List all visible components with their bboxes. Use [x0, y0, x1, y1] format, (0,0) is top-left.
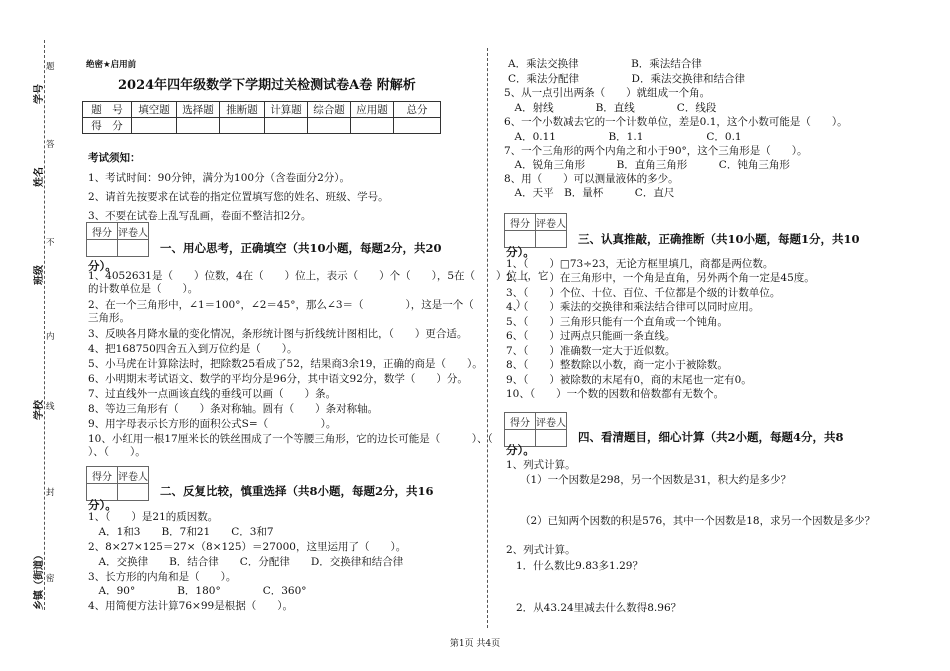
- confidential-mark: 绝密★启用前: [86, 60, 137, 70]
- grader-reviewer-label: 评卷人: [536, 214, 567, 231]
- s1-line: 的计数单位是（ ）。: [88, 283, 199, 295]
- cut-mark: 线: [46, 402, 55, 412]
- grader-score-label: 得分: [87, 223, 118, 240]
- s2-line: 7、一个三角形的两个内角之和小于90°，这个三角形是（ ）。: [504, 145, 808, 157]
- score-table-header: 推断题: [220, 102, 265, 118]
- grader-reviewer-cell[interactable]: [536, 430, 567, 447]
- score-table-header: 题 号: [83, 102, 132, 118]
- score-table-header: 计算题: [265, 102, 308, 118]
- score-table-header: 填空题: [132, 102, 177, 118]
- score-cell[interactable]: [265, 118, 308, 134]
- cut-mark: 密: [46, 574, 55, 584]
- score-table-header: 总分: [394, 102, 441, 118]
- s2-line: 1、（ ）是21的质因数。: [88, 511, 219, 523]
- s4-line: （2）已知两个因数的积是576，其中一个因数是18，求另一个因数是多少？: [520, 515, 876, 527]
- class-label: 班级: [34, 265, 45, 285]
- grader-reviewer-cell[interactable]: [118, 484, 149, 501]
- s4-line: 2．从43.24里减去什么数得8.96？: [516, 602, 682, 614]
- grader-score-label: 得分: [87, 467, 118, 484]
- s2-line: 6、一个小数减去它的一个计数单位，差是0.1，这个小数可能是（ ）。: [504, 116, 848, 128]
- s2-line: 3、长方形的内角和是（ ）。: [88, 571, 237, 583]
- grader-reviewer-label: 评卷人: [536, 413, 567, 430]
- s2-line: A．90° B．180° C．360°: [88, 585, 307, 597]
- section4-title-cont: 分）。: [506, 443, 535, 457]
- section2-title: 二、反复比较，慎重选择（共8小题，每题2分，共16: [160, 484, 434, 498]
- s3-line: 9、（ ）被除数的末尾有0，商的末尾也一定有0。: [506, 374, 752, 386]
- cut-mark: 题: [46, 62, 55, 72]
- s1-line: 8、等边三角形有（ ）条对称轴。圆有（ ）条对称轴。: [88, 403, 379, 415]
- grader-reviewer-cell[interactable]: [536, 231, 567, 248]
- s4-line: 1、列式计算。: [506, 459, 576, 471]
- grader-box: [504, 213, 567, 248]
- score-cell[interactable]: [308, 118, 351, 134]
- s2-line: A．射线 B．直线 C．线段: [504, 102, 717, 114]
- s2-line: 5、从一点引出两条（ ）就组成一个角。: [504, 87, 711, 99]
- s3-line: 4、（ ）乘法的交换律和乘法结合律可以同时应用。: [506, 301, 760, 313]
- grader-reviewer-label: 评卷人: [118, 467, 149, 484]
- s3-line: 5、（ ）三角形只能有一个直角或一个钝角。: [506, 316, 728, 328]
- s1-line: 5、小马虎在计算除法时，把除数25看成了52，结果商3余19，正确的商是（ ）。: [88, 358, 483, 370]
- grader-score-cell[interactable]: [87, 240, 118, 257]
- section4-title: 四、看清题目，细心计算（共2小题，每题4分，共8: [578, 430, 844, 444]
- s1-line: 三角形。: [88, 312, 130, 324]
- page-title: 2024年四年级数学下学期过关检测试卷A卷 附解析: [118, 78, 416, 93]
- s2-line: A．0.11 B．1.1 C．0.1: [504, 131, 742, 143]
- score-table-header: 综合题: [308, 102, 351, 118]
- s2-line: A．交换律 B．结合律 C．分配律 D．交换律和结合律: [88, 556, 404, 568]
- cut-mark: 封: [46, 488, 55, 498]
- notice-title: 考试须知：: [88, 152, 141, 164]
- s2-line: 4、用简便方法计算76×99是根据（ ）。: [88, 600, 293, 612]
- s3-line: 2、（ ）在三角形中，一个角是直角，另外两个角一定是45度。: [506, 272, 815, 284]
- s4-line: 1．什么数比9.83多1.29？: [516, 560, 643, 572]
- grader-score-label: 得分: [505, 214, 536, 231]
- binding-dashed-line: [44, 40, 45, 610]
- score-table-header: 选择题: [177, 102, 220, 118]
- section3-title: 三、认真推敲，正确推断（共10小题，每题1分，共10: [578, 232, 860, 246]
- s1-line: 3、反映各月降水量的变化情况，条形统计图与折线统计图相比，（ ）更合适。: [88, 328, 468, 340]
- s1-line: 1、4052631是（ ）位数，4在（ ）位上，表示（ ）个（ ），5在（ ）位上，它: [88, 270, 549, 282]
- grader-box: [86, 466, 149, 501]
- s1-line: 4、把168750四舍五入到万位约是（ ）。: [88, 343, 298, 355]
- grader-reviewer-cell[interactable]: [118, 240, 149, 257]
- section1-title: 一、用心思考，正确填空（共10小题，每题2分，共20: [160, 241, 442, 255]
- score-cell[interactable]: [394, 118, 441, 134]
- s2-line: 8、用（ ）可以测量液体的多少。: [504, 173, 679, 185]
- s2-line: C．乘法分配律 D．乘法交换律和结合律: [508, 73, 745, 85]
- s3-line: 3、（ ）个位、十位、百位、千位都是个级的计数单位。: [506, 287, 781, 299]
- score-cell[interactable]: [351, 118, 394, 134]
- s3-line: 1、（ ）□73÷23，无论方框里填几，商都是两位数。: [506, 258, 774, 270]
- s2-line: 2、8×27×125＝27×（8×125）＝27000，这里运用了（ ）。: [88, 541, 407, 553]
- s1-line: 6、小明期末考试语文、数学的平均分是96分，其中语文92分，数学（ ）分。: [88, 373, 468, 385]
- score-row-label: 得 分: [83, 118, 132, 134]
- page-footer: 第1页 共4页: [449, 639, 501, 649]
- s1-line: 9、用字母表示长方形的面积公式S=（ ）。: [88, 418, 337, 430]
- s1-line: 2、在一个三角形中，∠1＝100°，∠2＝45°，那么∠3＝（ ），这是一个（ ）: [88, 299, 527, 311]
- grader-score-label: 得分: [505, 413, 536, 430]
- name-label: 姓名: [34, 167, 45, 187]
- score-table: [82, 101, 441, 134]
- section2-title-cont: 分）。: [88, 498, 117, 512]
- cut-mark: 内: [46, 332, 55, 342]
- score-table-header: 应用题: [351, 102, 394, 118]
- cut-mark: 不: [46, 238, 55, 248]
- s3-line: 6、（ ）过两点只能画一条直线。: [506, 330, 676, 342]
- notice-item: 1、考试时间：90分钟，满分为100分（含卷面分2分）。: [88, 172, 351, 184]
- school-label: 学校: [34, 400, 45, 420]
- score-cell[interactable]: [220, 118, 265, 134]
- s4-line: 2、列式计算。: [506, 544, 576, 556]
- s1-line: 7、过直线外一点画该直线的垂线可以画（ ）条。: [88, 388, 337, 400]
- student-id-label: 学号: [34, 84, 45, 104]
- score-cell[interactable]: [177, 118, 220, 134]
- s2-line: A．1和3 B．7和21 C．3和7: [88, 526, 274, 538]
- grader-box: [86, 222, 149, 257]
- notice-item: 3、不要在试卷上乱写乱画，卷面不整洁扣2分。: [88, 210, 312, 222]
- s3-line: 10、（ ）一个数的因数和倍数都有无数个。: [506, 388, 725, 400]
- grader-reviewer-label: 评卷人: [118, 223, 149, 240]
- column-divider: [487, 48, 488, 628]
- s1-line: ）、（ ）。: [88, 446, 146, 458]
- township-label: 乡镇（街道）: [34, 550, 45, 610]
- section1-title-cont: 分）。: [88, 259, 117, 273]
- s3-line: 8、（ ）整数除以小数，商一定小于被除数。: [506, 359, 728, 371]
- score-cell[interactable]: [132, 118, 177, 134]
- s4-line: （1）一个因数是298，另一个因数是31，积大约是多少？: [520, 474, 792, 486]
- s3-line: 7、（ ）准确数一定大于近似数。: [506, 345, 676, 357]
- s2-line: A．锐角三角形 B．直角三角形 C．钝角三角形: [504, 159, 790, 171]
- s2-line: A．乘法交换律 B．乘法结合律: [508, 58, 702, 70]
- notice-item: 2、请首先按要求在试卷的指定位置填写您的姓名、班级、学号。: [88, 191, 389, 203]
- cut-mark: 答: [46, 140, 55, 150]
- s1-line: 10、小红用一根17厘米长的铁丝围成了一个等腰三角形，它的边长可能是（ ）、（: [88, 433, 493, 445]
- s2-line: A．天平 B．量杯 C．直尺: [504, 187, 675, 199]
- section3-title-cont: 分）。: [506, 245, 535, 259]
